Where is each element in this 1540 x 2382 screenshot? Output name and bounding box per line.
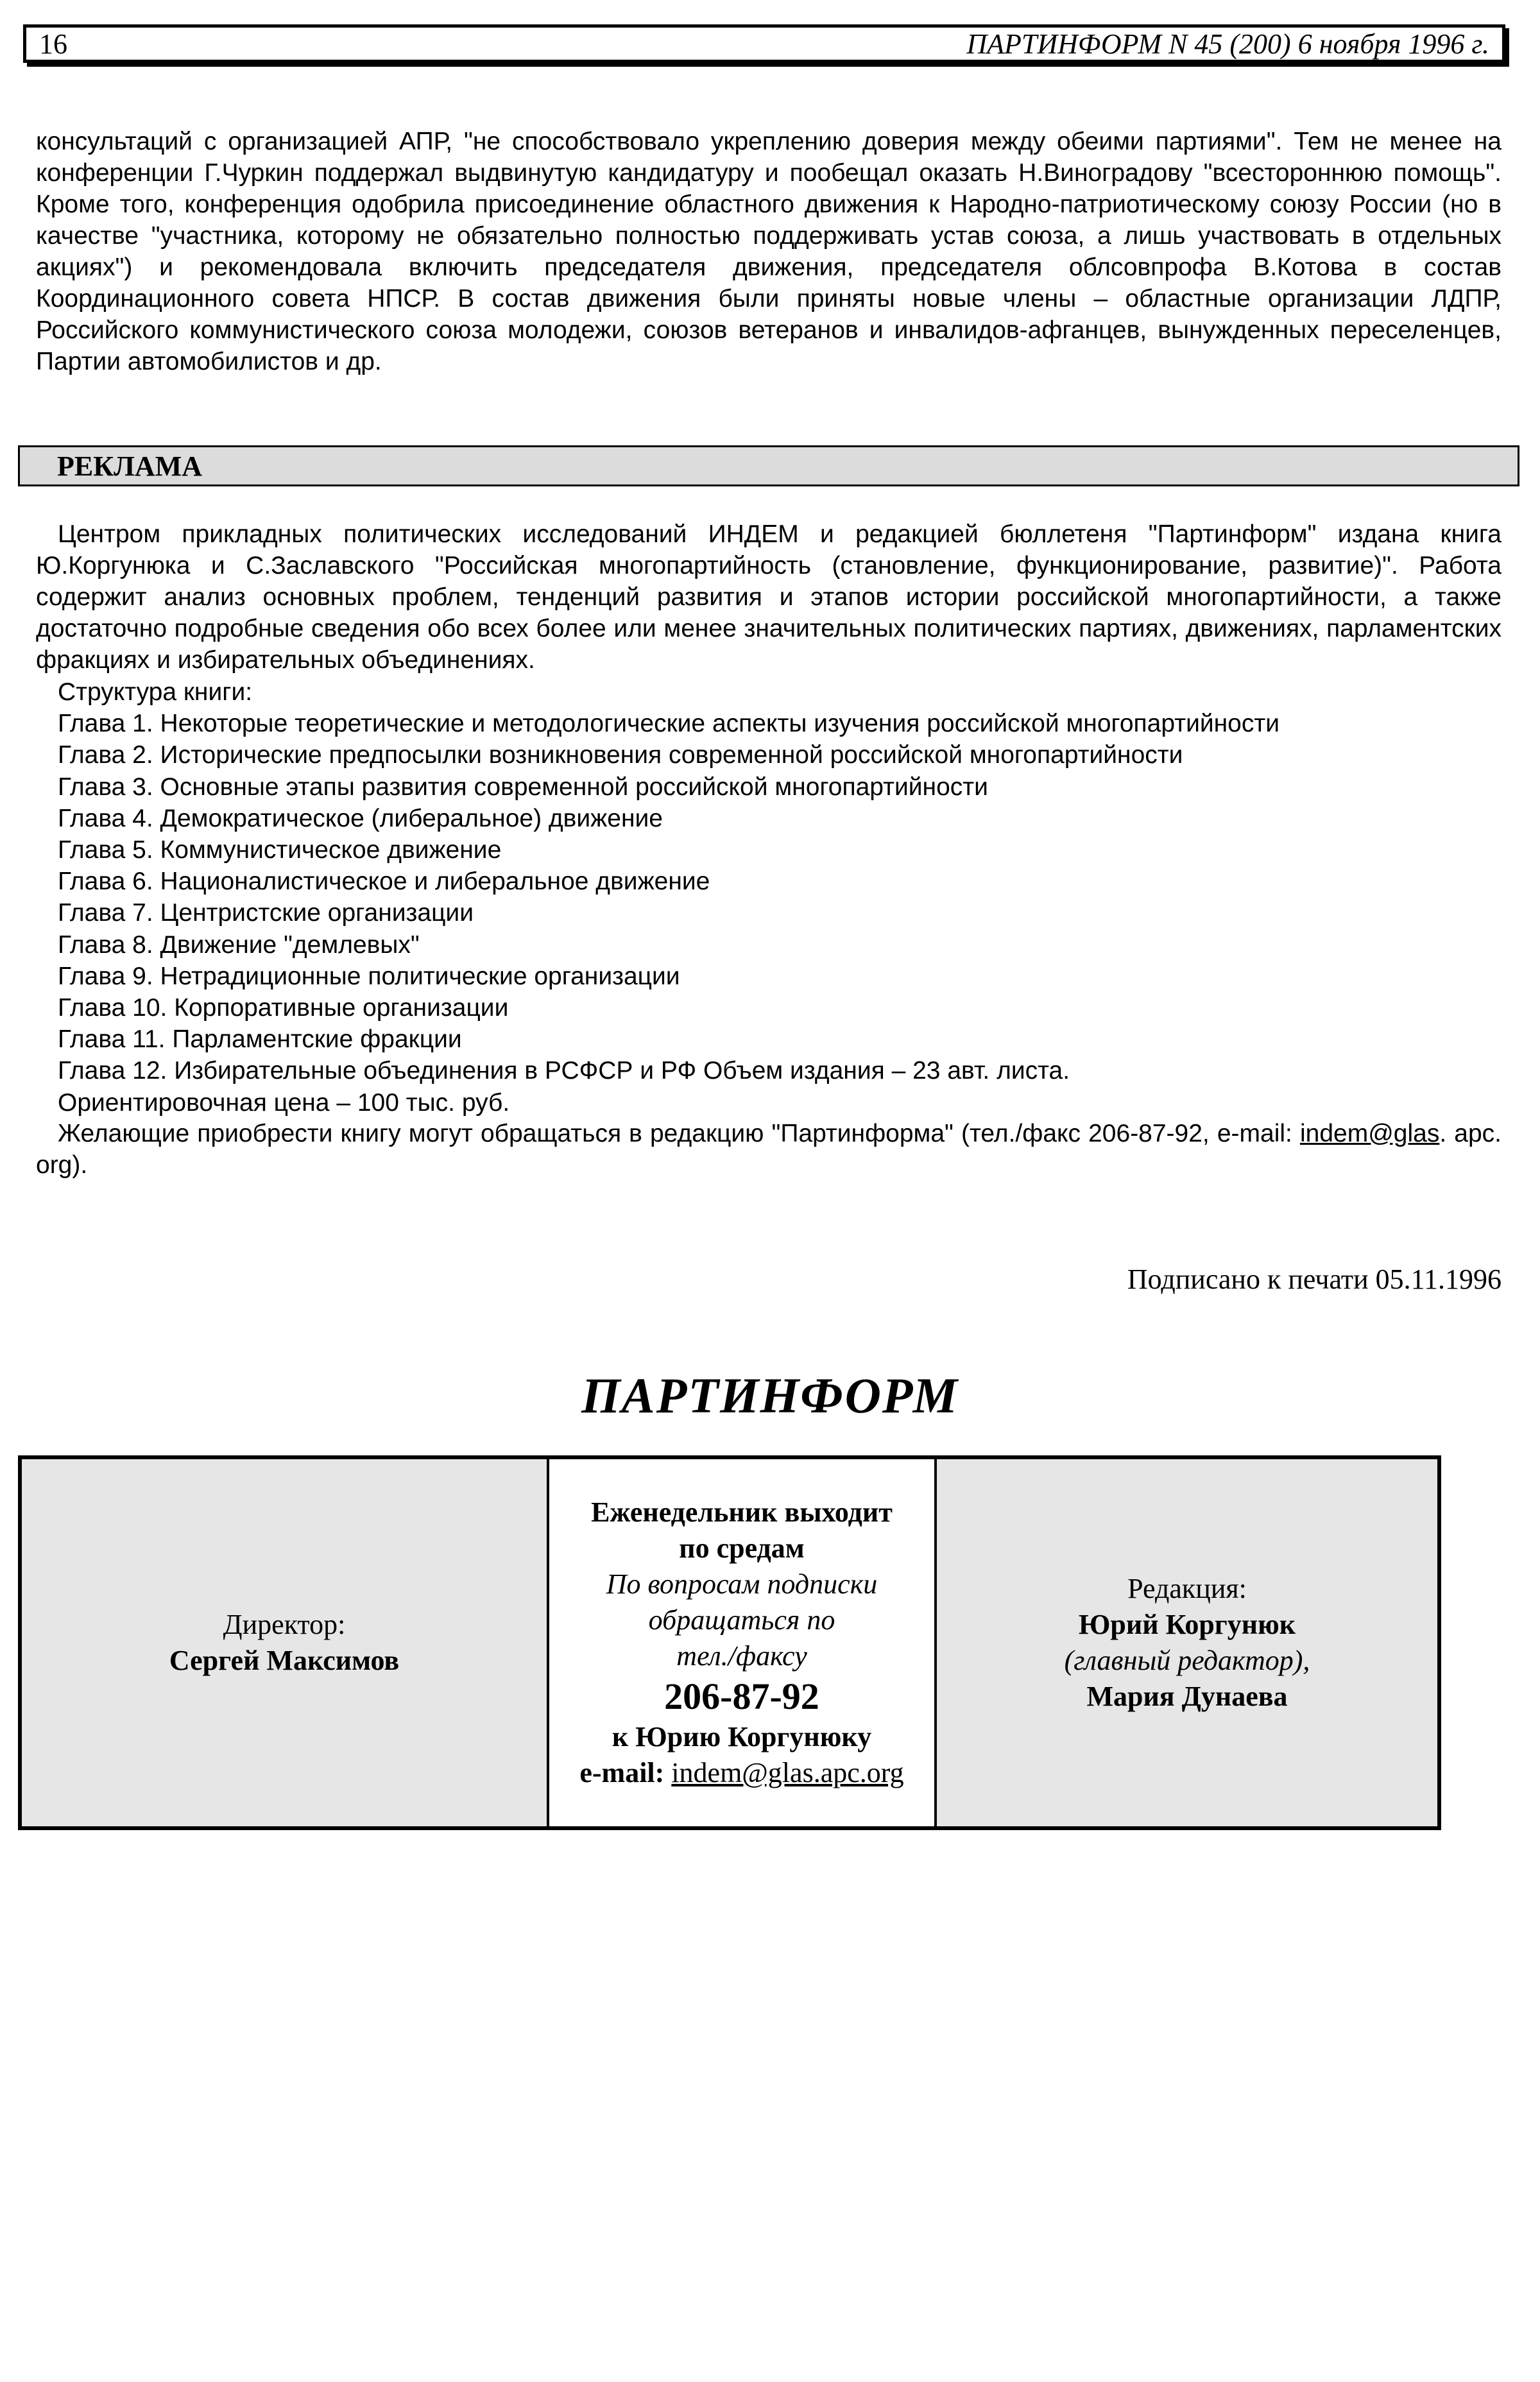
director-name: Сергей Максимов — [169, 1645, 400, 1676]
director-cell — [22, 1459, 549, 1826]
list-item: Глава 7. Центристские организации — [58, 899, 474, 927]
director-label: Директор: — [223, 1609, 346, 1640]
order-tail: . apc. org). — [36, 1120, 1502, 1179]
editor-name: Юрий Коргунюк — [1078, 1609, 1296, 1640]
list-item: Ориентировочная цена – 100 тыс. руб. — [58, 1088, 510, 1117]
page-number: 16 — [39, 28, 67, 60]
subscription-line: тел./факсу — [676, 1640, 807, 1672]
signed-to-print: Подписано к печати 05.11.1996 — [1127, 1264, 1502, 1295]
list-item: Глава 9. Нетрадиционные политические организации — [58, 962, 680, 990]
section-title: РЕКЛАМА — [57, 450, 202, 482]
subscription-line: По вопросам подписки — [606, 1568, 878, 1600]
list-item: Структура книги: — [58, 678, 253, 706]
list-item: Глава 2. Исторические предпосылки возникновения современной российской многопартийности — [58, 741, 1183, 769]
phone-number: 206-87-92 — [664, 1675, 819, 1717]
order-text-wrap — [36, 1118, 1502, 1181]
masthead-table — [18, 1455, 1441, 1830]
list-item: Глава 5. Коммунистическое движение — [58, 836, 502, 864]
list-item: Глава 12. Избирательные объединения в РСФСР и РФ Объем издания – 23 авт. листа. — [58, 1057, 1070, 1085]
list-item: Глава 1. Некоторые теоретические и методологические аспекты изучения российской многопартийности — [58, 710, 1280, 738]
article-paragraph: консультаций с организацией АПР, "не способствовало укреплению доверия между обеими партиями". Тем не менее на конференции Г.Чуркин поддержал выдвинутую кандидатуру и пообещал оказать Н.Виноградову "всестороннюю помощь". Кроме того, конференция одобрила присоединение областного движения к Народно-патриотическому союзу России (но в качестве "участника, которому не обязательно полностью поддерживать устав союза, а лишь участвовать в отдельных акциях") и рекомендовала включить председателя движения, председателя облсовпрофа В.Котова в состав Координационного совета НПСР. В состав движения были приняты новые члены – областные организации ЛДПР, Российского коммунистического союза молодежи, союзов ветеранов и инвалидов-афганцев, вынужденных переселенцев, Партии автомобилистов и др. — [36, 128, 1502, 375]
list-item: Глава 11. Парламентские фракции — [58, 1025, 462, 1054]
weekly-line: Еженедельник выходит — [591, 1496, 893, 1528]
page-header — [23, 24, 1505, 63]
subscription-cell — [549, 1459, 937, 1826]
list-item: Глава 4. Демократическое (либеральное) движение — [58, 804, 663, 832]
publication-title: ПАРТИНФОРМ — [581, 1367, 959, 1423]
subscription-line: обращаться по — [648, 1604, 835, 1636]
weekly-line: по средам — [679, 1532, 805, 1564]
ad-intro-text: Центром прикладных политических исследований ИНДЕМ и редакцией бюллетеня "Партинформ" издана книга Ю.Коргунюка и С.Заславского "Российская многопартийность (становление, функционирование, развитие)". Работа содержит анализ основных проблем, тенденций развития и этапов истории российской многопартийности, а также достаточно подробные сведения обо всех более или менее значительных политических партиях, движениях, парламентских фракциях и избирательных объединениях. — [36, 520, 1502, 674]
email-link[interactable]: indem@glas.apc.org — [671, 1757, 904, 1788]
list-item: Глава 10. Корпоративные организации — [58, 994, 509, 1022]
email-label: e-mail: — [579, 1757, 665, 1788]
list-item: Глава 6. Националистическое и либеральное движение — [58, 868, 710, 896]
ad-intro — [36, 518, 1502, 676]
editorial-cell — [937, 1459, 1437, 1826]
order-paragraph — [36, 1118, 1502, 1181]
list-item: Глава 3. Основные этапы развития современной российской многопартийности — [58, 773, 988, 801]
contact-person: к Юрию Коргунюку — [612, 1721, 872, 1752]
list-item: Глава 8. Движение "демлевых" — [58, 930, 420, 959]
section-header-bar — [18, 445, 1519, 486]
email-line — [579, 1755, 903, 1791]
second-name: Мария Дунаева — [1086, 1681, 1288, 1712]
order-text: Желающие приобрести книгу могут обращаться в редакцию "Партинформа" (тел./факс 206-87-92, e-mail: — [58, 1120, 1300, 1147]
editor-role: (главный редактор), — [1064, 1645, 1310, 1676]
editorial-label: Редакция: — [1127, 1573, 1247, 1604]
book-contents-list — [58, 676, 1502, 1118]
email-link[interactable]: indem@glas — [1299, 1120, 1440, 1147]
issue-info: ПАРТИНФОРМ N 45 (200) 6 ноября 1996 г. — [966, 28, 1489, 60]
